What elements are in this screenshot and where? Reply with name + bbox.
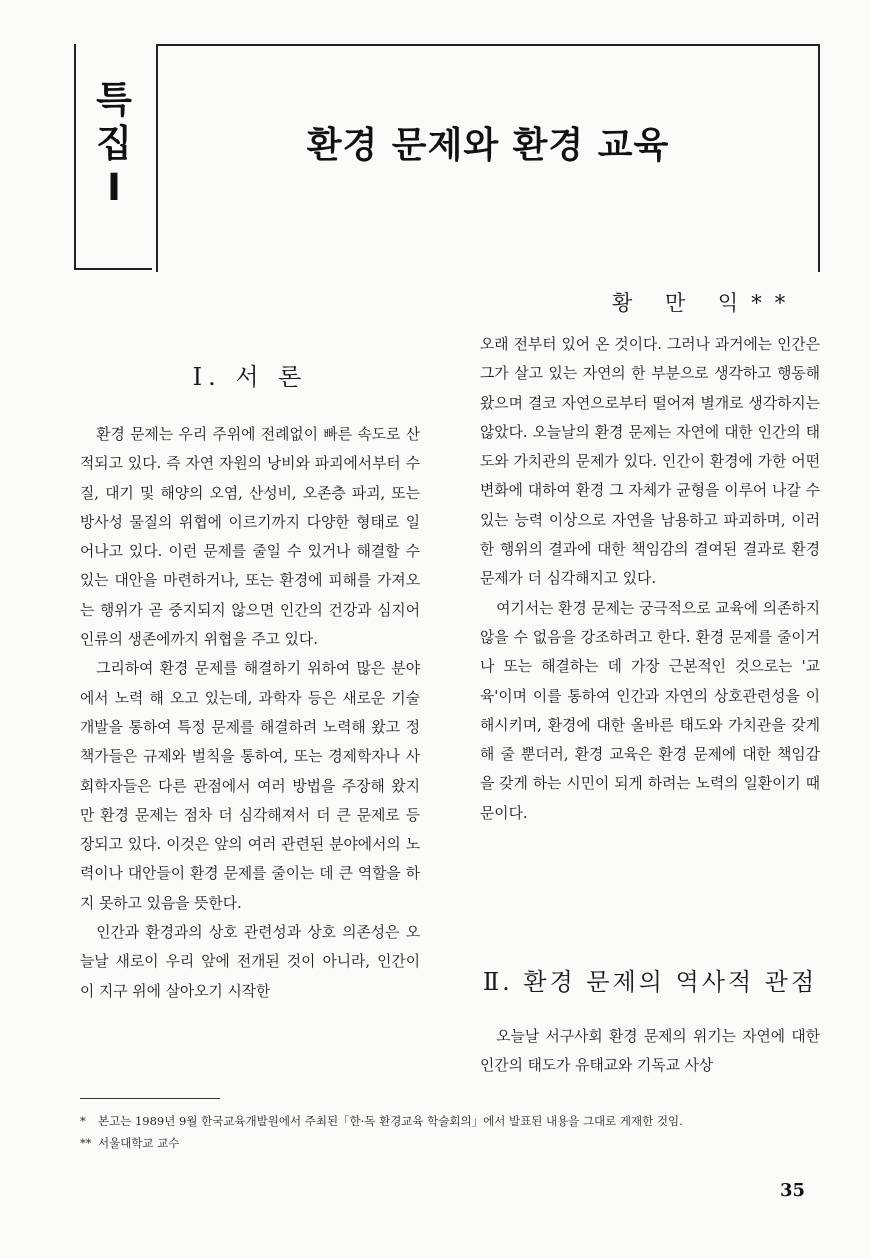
body-paragraph: 그리하여 환경 문제를 해결하기 위하여 많은 분야에서 노력 해 오고 있는데, 과학자 등은 새로운 기술 개발을 통하여 특정 문제를 해결하려 노력해 왔고 정책가들은 규제와 벌칙을 통하여, 또는 경제학자나 사회학자들은 다른 관점에서 여러 방법을 주장해 왔지만 환경 문제는 점차 더 심각해져서 더 큰 문제로 등장되고 있다. 이것은 앞의 여러 관련된 분야에서의 노력이나 대안들이 환경 문제를 줄이는 데 큰 역할을 하지 못하고 있음을 뜻한다. — [80, 660, 420, 912]
body-paragraph: 오늘날 서구사회 환경 문제의 위기는 자연에 대한 인간의 태도가 유태교와 기독교 사상 — [480, 1028, 820, 1075]
right-column-continued — [480, 1022, 820, 1081]
footnote-mark: * — [80, 1114, 86, 1128]
page-number: 35 — [780, 1180, 806, 1201]
body-paragraph: 오래 전부터 있어 온 것이다. 그러나 과거에는 인간은 그가 살고 있는 자연의 한 부분으로 생각하고 행동해 왔으며 결코 자연으로부터 떨어져 별개로 생각하지는 않았다. 오늘날의 환경 문제는 자연에 대한 인간의 태도와 가치관의 문제가 있다. 인간이 환경에 가한 어떤 변화에 대하여 환경 그 자체가 균형을 이루어 나갈 수 있는 능력 이상으로 자연을 남용하고 파괴하며, 이러한 행위의 결과에 대한 책임감의 결여된 결과로 환경 문제가 더 심각해지고 있다. — [480, 336, 820, 588]
author-name: 황 만 익** — [612, 291, 799, 315]
footnote-item — [80, 1132, 820, 1154]
footnote-text: 본고는 1989년 9월 한국교육개발원에서 주최된「한·독 환경교육 학술회의」에서 발표된 내용을 그대로 게재한 것임. — [98, 1114, 683, 1128]
footnote-divider — [80, 1098, 220, 1099]
footnote-mark: ** — [80, 1136, 92, 1150]
section-label-char: 특 — [96, 78, 132, 121]
footnote-item — [80, 1110, 820, 1132]
footnotes — [80, 1110, 820, 1154]
footnote-text: 서울대학교 교수 — [98, 1136, 180, 1150]
right-column — [480, 330, 820, 828]
section-label — [84, 78, 144, 210]
section-label-char: 집 — [96, 122, 132, 165]
body-paragraph: 환경 문제는 우리 주위에 전례없이 빠른 속도로 산적되고 있다. 즉 자연 자원의 낭비와 파괴에서부터 수질, 대기 및 해양의 오염, 산성비, 오존층 파괴, 또는 방사성 물질의 위협에 이르기까지 다양한 형태로 일어나고 있다. 이런 문제를 줄일 수 있거나 해결할 수 있는 대안을 마련하거나, 또는 환경에 피해를 가져오는 행위가 곧 중지되지 않으면 인간의 건강과 심지어 인류의 생존에까지 위협을 주고 있다. — [80, 426, 420, 649]
section-heading-history: Ⅱ. 환경 문제의 역사적 관점 — [482, 968, 818, 996]
body-paragraph: 인간과 환경과의 상호 관련성과 상호 의존성은 오늘날 새로이 우리 앞에 전개된 것이 아니라, 인간이 이 지구 위에 살아오기 시작한 — [80, 924, 420, 1000]
left-column — [80, 420, 420, 1006]
section-label-char: I — [107, 166, 121, 209]
section-heading-intro: I. 서 론 — [192, 363, 308, 391]
body-paragraph: 여기서는 환경 문제는 궁극적으로 교육에 의존하지 않을 수 없음을 강조하려고 한다. 환경 문제를 줄이거나 또는 해결하는 데 가장 근본적인 것으로는 '교육'이며 이를 통하여 인간과 자연의 상호관련성을 이해시키며, 환경에 대한 올바른 태도와 가치관을 갖게 해 줄 뿐더러, 환경 교육은 환경 문제에 대한 책임감을 갖게 하는 시민이 되게 하려는 노력의 일환이기 때문이다. — [480, 599, 820, 822]
article-title: 환경 문제와 환경 교육 — [306, 125, 670, 166]
